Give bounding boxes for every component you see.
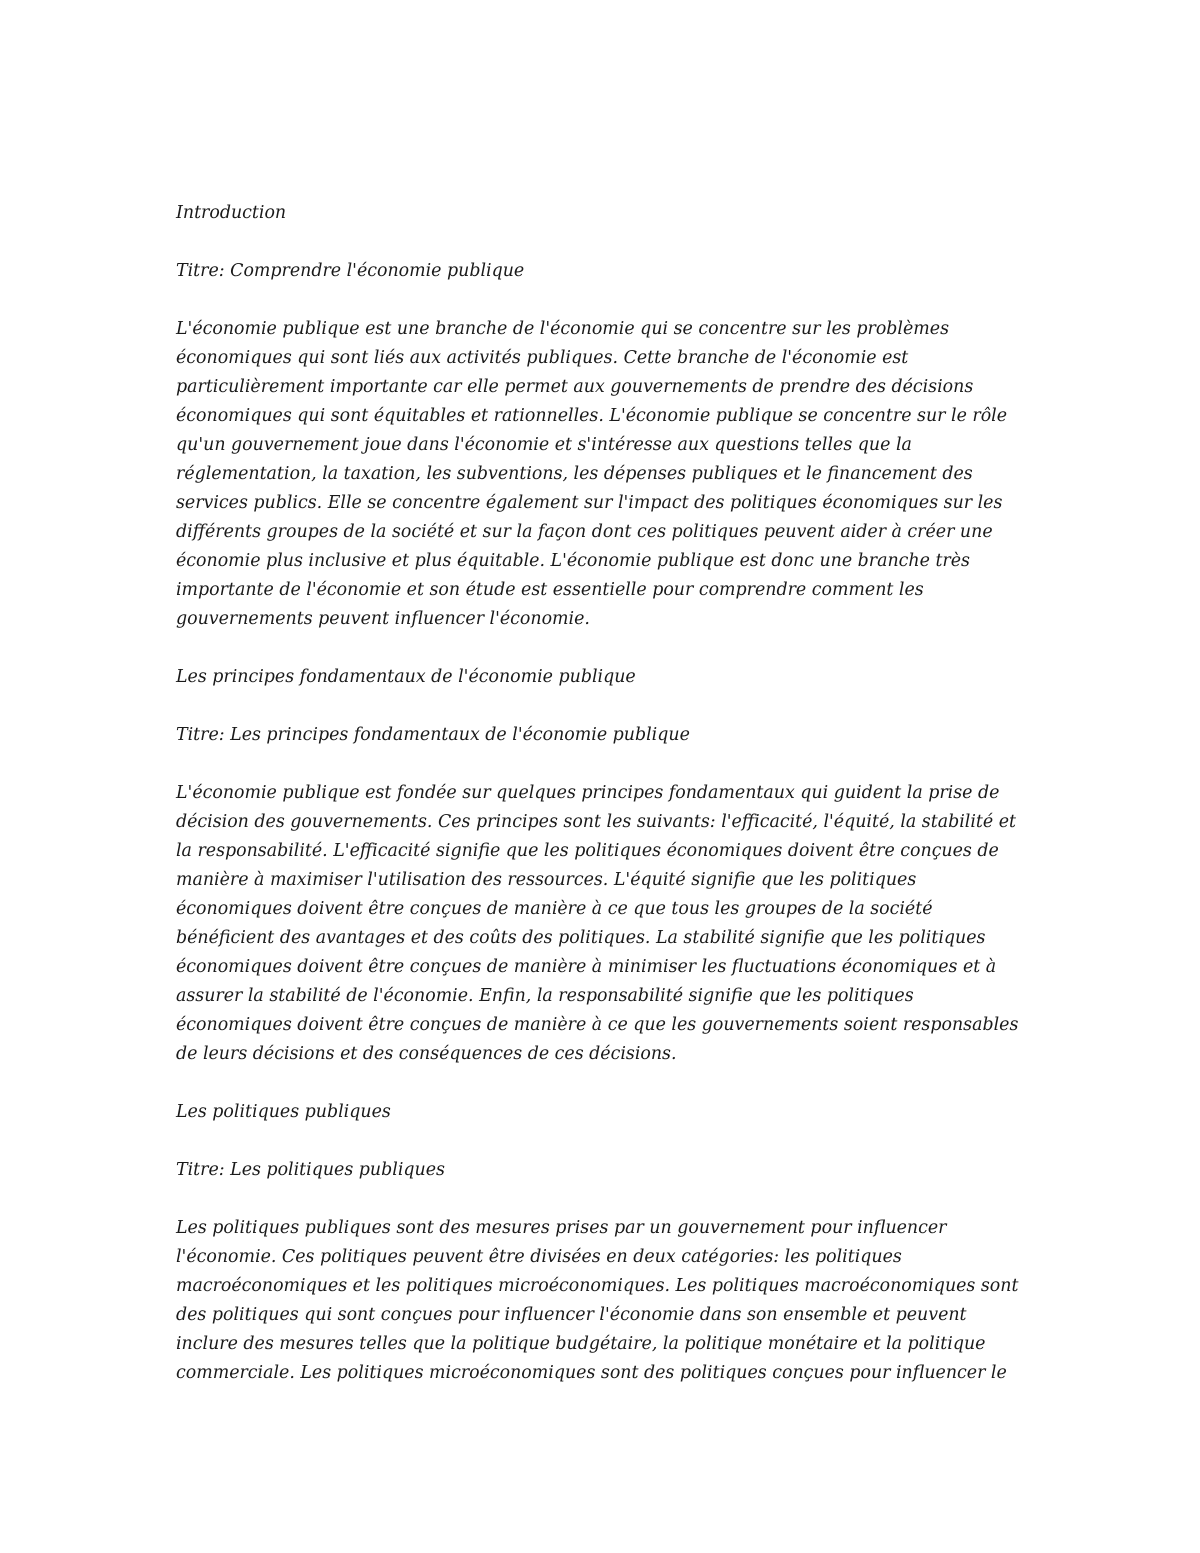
text-line: économiques qui sont équitables et rationnelles. L'économie publique se concentre sur le rôle [176, 406, 1008, 426]
text-line: manière à maximiser l'utilisation des ressources. L'équité signifie que les politiques [176, 870, 917, 890]
spacer [176, 692, 1038, 721]
text-line: des politiques qui sont conçues pour influencer l'économie dans son ensemble et peuvent [176, 1305, 967, 1325]
text-line: la responsabilité. L'efficacité signifie que les politiques économiques doivent être conçues de [176, 841, 999, 861]
section-heading-politiques: Les politiques publiques [176, 1102, 391, 1122]
text-line: services publics. Elle se concentre également sur l'impact des politiques économiques sur les [176, 493, 1003, 513]
spacer [176, 1069, 1038, 1098]
text-line: économiques doivent être conçues de manière à ce que les gouvernements soient responsables [176, 1015, 1019, 1035]
document-body [176, 199, 1038, 1388]
text-line: inclure des mesures telles que la politique budgétaire, la politique monétaire et la politique [176, 1334, 986, 1354]
text-line: assurer la stabilité de l'économie. Enfin, la responsabilité signifie que les politiques [176, 986, 914, 1006]
text-line: l'économie. Ces politiques peuvent être divisées en deux catégories: les politiques [176, 1247, 902, 1267]
spacer [176, 634, 1038, 663]
paragraph-politiques [176, 1214, 1038, 1388]
text-line: L'économie publique est fondée sur quelques principes fondamentaux qui guident la prise de [176, 783, 1000, 803]
section-title-politiques: Titre: Les politiques publiques [176, 1160, 445, 1180]
text-line: différents groupes de la société et sur la façon dont ces politiques peuvent aider à créer une [176, 522, 993, 542]
section-heading-principes: Les principes fondamentaux de l'économie publique [176, 667, 636, 687]
text-line: économiques qui sont liés aux activités publiques. Cette branche de l'économie est [176, 348, 909, 368]
section-title-introduction: Titre: Comprendre l'économie publique [176, 261, 525, 281]
text-line: particulièrement importante car elle permet aux gouvernements de prendre des décisions [176, 377, 974, 397]
text-line: gouvernements peuvent influencer l'économie. [176, 609, 590, 629]
text-line: Les politiques publiques sont des mesures prises par un gouvernement pour influencer [176, 1218, 947, 1238]
spacer [176, 1185, 1038, 1214]
text-line: bénéficient des avantages et des coûts des politiques. La stabilité signifie que les politiques [176, 928, 986, 948]
text-line: économiques doivent être conçues de manière à ce que tous les groupes de la société [176, 899, 933, 919]
text-line: de leurs décisions et des conséquences de ces décisions. [176, 1044, 677, 1064]
text-line: économie plus inclusive et plus équitable. L'économie publique est donc une branche très [176, 551, 970, 571]
paragraph-principes [176, 779, 1038, 1069]
text-line: L'économie publique est une branche de l'économie qui se concentre sur les problèmes [176, 319, 949, 339]
spacer [176, 286, 1038, 315]
section-heading-introduction: Introduction [176, 203, 287, 223]
text-line: qu'un gouvernement joue dans l'économie et s'intéresse aux questions telles que la [176, 435, 912, 455]
section-title-principes: Titre: Les principes fondamentaux de l'économie publique [176, 725, 690, 745]
text-line: décision des gouvernements. Ces principes sont les suivants: l'efficacité, l'équité, la stabilité et [176, 812, 1016, 832]
text-line: commerciale. Les politiques microéconomiques sont des politiques conçues pour influencer le [176, 1363, 1007, 1383]
text-line: importante de l'économie et son étude est essentielle pour comprendre comment les [176, 580, 924, 600]
paragraph-introduction [176, 315, 1038, 634]
text-line: macroéconomiques et les politiques microéconomiques. Les politiques macroéconomiques sont [176, 1276, 1019, 1296]
spacer [176, 228, 1038, 257]
text-line: réglementation, la taxation, les subventions, les dépenses publiques et le financement des [176, 464, 973, 484]
spacer [176, 750, 1038, 779]
spacer [176, 1127, 1038, 1156]
text-line: économiques doivent être conçues de manière à minimiser les fluctuations économiques et à [176, 957, 997, 977]
